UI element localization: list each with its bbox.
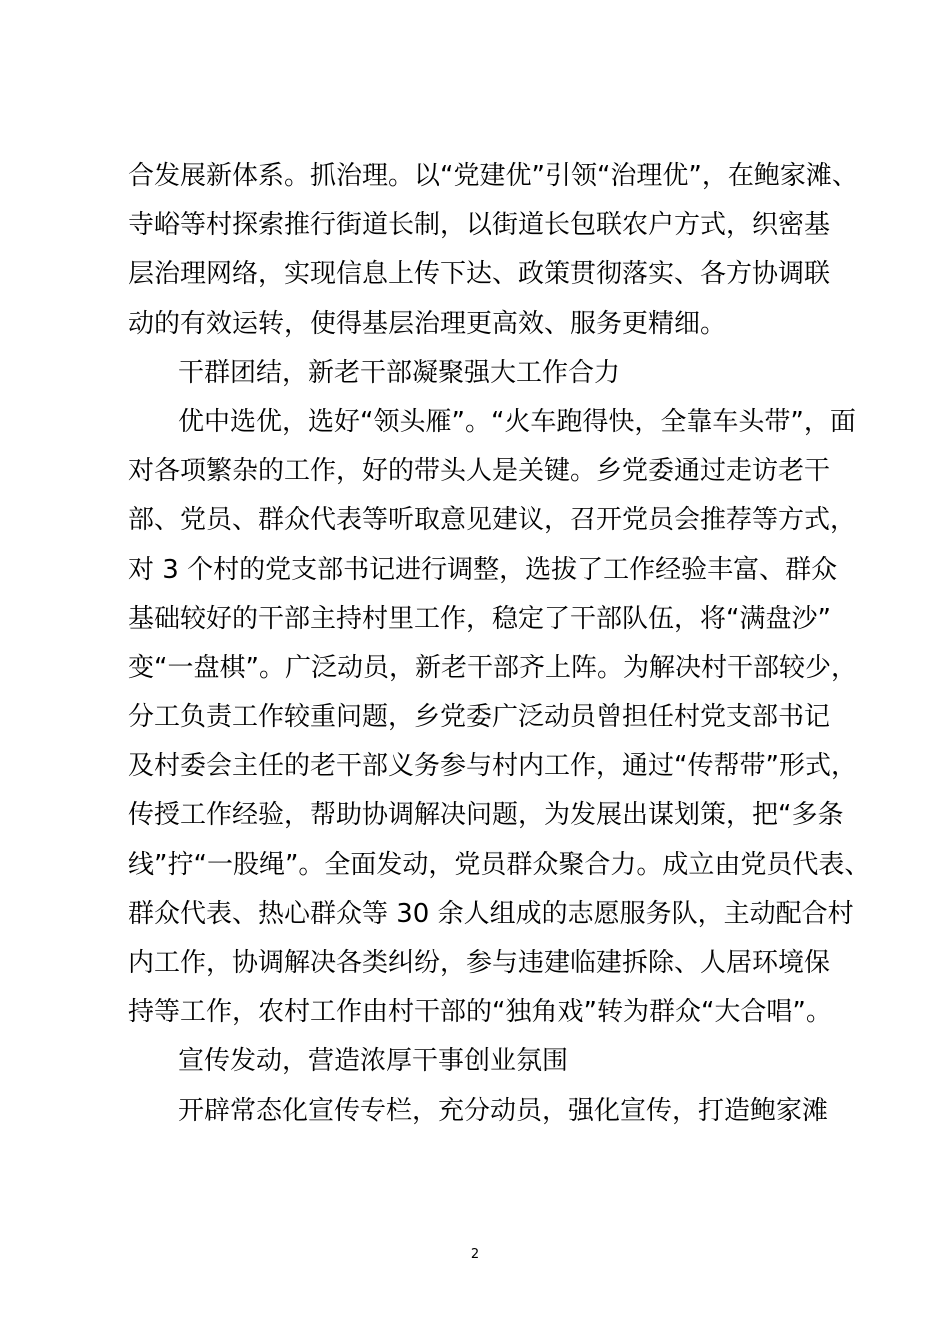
body-text (128, 152, 871, 1136)
text-line: 分工负责工作较重问题，乡党委广泛动员曾担任村党支部书记 (128, 702, 831, 733)
text-line: 群众代表、热心群众等 30 余人组成的志愿服务队，主动配合村 (128, 898, 854, 929)
text-line: 开辟常态化宣传专栏，充分动员，强化宣传，打造鲍家滩 (178, 1095, 829, 1126)
text-line: 层治理网络，实现信息上传下达、政策贯彻落实、各方协调联 (128, 259, 831, 290)
text-line: 对 3 个村的党支部书记进行调整，选拔了工作经验丰富、群众 (128, 554, 838, 585)
text-line: 持等工作，农村工作由村干部的“独角戏”转为群众“大合唱”。 (128, 997, 832, 1028)
text-line: 传授工作经验，帮助协调解决问题，为发展出谋划策，把“多条 (128, 800, 844, 831)
text-line: 动的有效运转，使得基层治理更高效、服务更精细。 (128, 308, 727, 339)
text-line: 基础较好的干部主持村里工作，稳定了干部队伍，将“满盘沙” (128, 603, 831, 634)
text-line: 变“一盘棋”。广泛动员，新老干部齐上阵。为解决村干部较少， (128, 652, 857, 683)
text-line: 优中选优，选好“领头雁”。“火车跑得快，全靠车头带”，面 (178, 406, 856, 437)
text-line: 寺峪等村探索推行街道长制，以街道长包联农户方式，织密基 (128, 210, 831, 241)
text-line: 合发展新体系。抓治理。以“党建优”引领“治理优”，在鲍家滩、 (128, 161, 858, 191)
text-line: 线”拧“一股绳”。全面发动，党员群众聚合力。成立由党员代表、 (128, 849, 871, 880)
text-line: 及村委会主任的老干部义务参与村内工作，通过“传帮带”形式， (128, 751, 857, 782)
section-heading: 宣传发动，营造浓厚干事创业氛围 (178, 1046, 569, 1077)
section-heading: 干群团结，新老干部凝聚强大工作合力 (178, 357, 621, 388)
text-line: 内工作，协调解决各类纠纷，参与违建临建拆除、人居环境保 (128, 948, 831, 978)
page-number: 2 (470, 1247, 480, 1262)
text-line: 部、党员、群众代表等听取意见建议，召开党员会推荐等方式， (128, 505, 857, 536)
text-line: 对各项繁杂的工作，好的带头人是关键。乡党委通过走访老干 (128, 456, 831, 487)
